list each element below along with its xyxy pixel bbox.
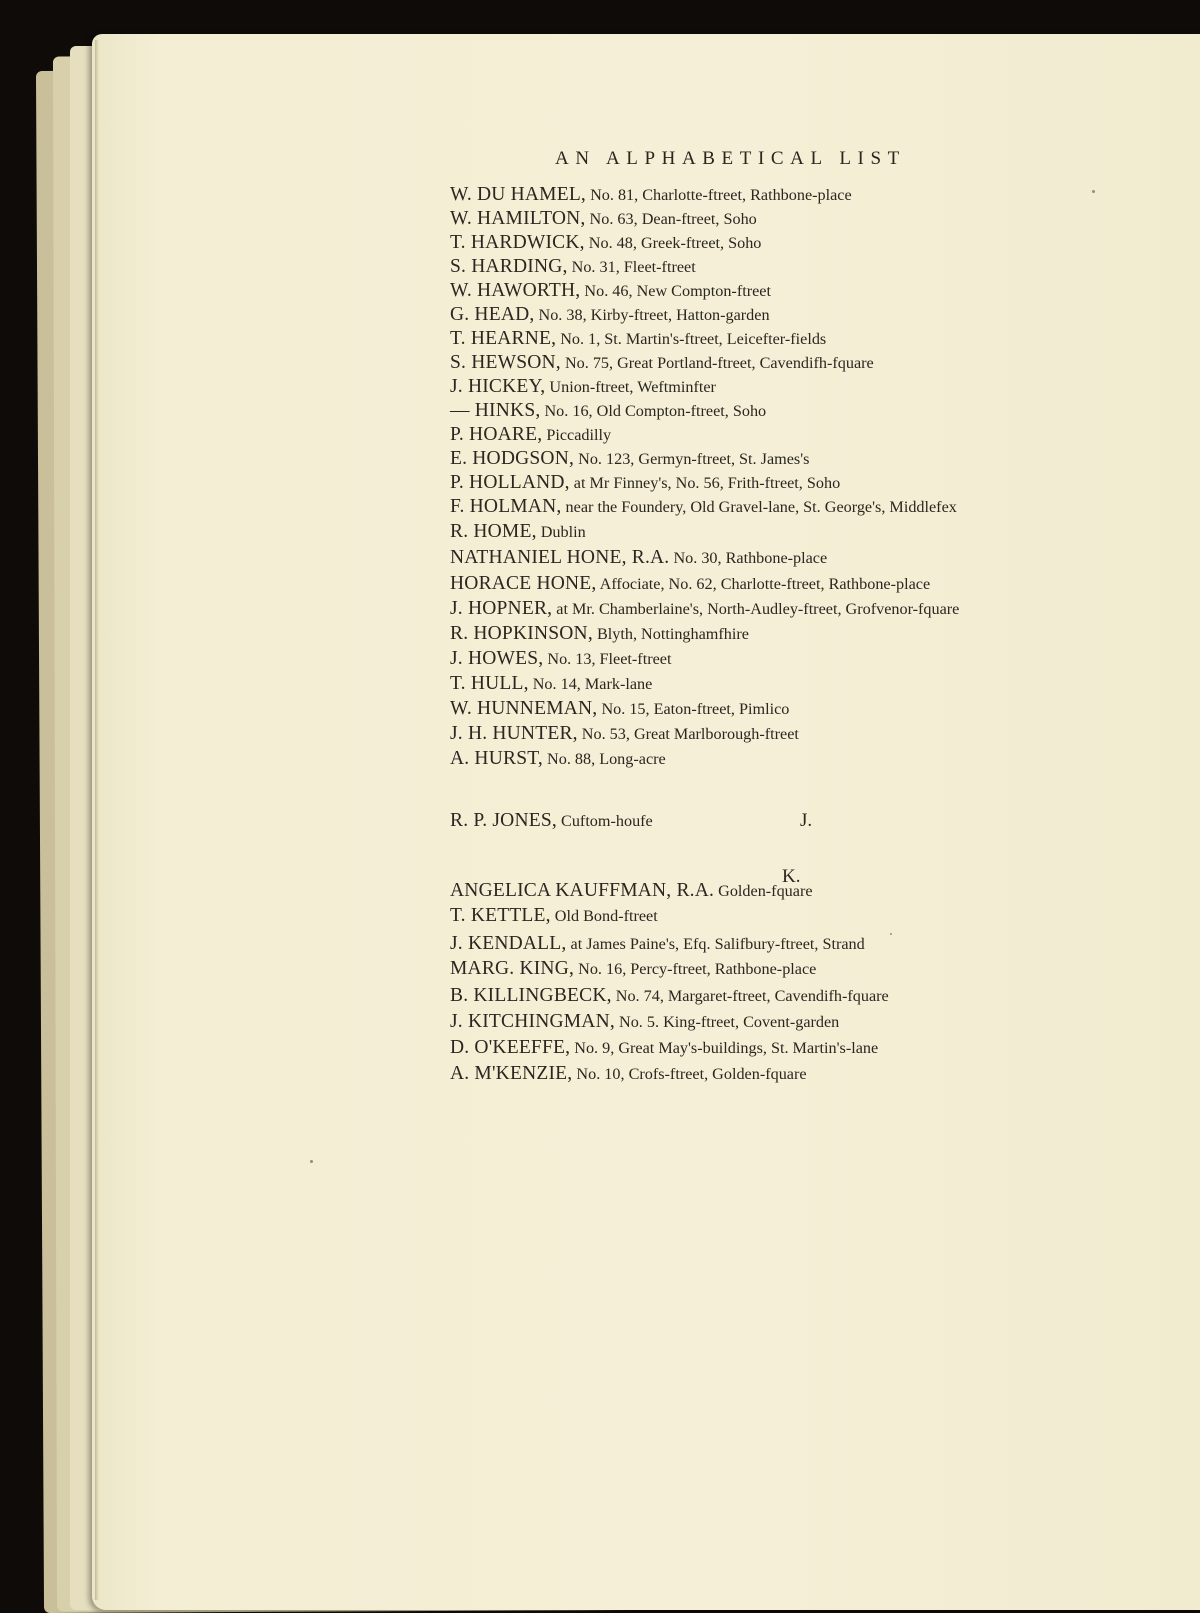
list-entry: T. HARDWICK, No. 48, Greek-ftreet, Soho [450,232,762,253]
page-gutter [95,40,99,1600]
paper-speck [310,1160,313,1163]
list-entry: J. HOPNER, at Mr. Chamberlaine's, North-Audley-ftreet, Grofvenor-fquare [450,598,960,619]
list-entry: S. HARDING, No. 31, Fleet-ftreet [450,256,696,277]
paper-speck [890,933,892,935]
list-entry: MARG. KING, No. 16, Percy-ftreet, Rathbone-place [450,958,817,979]
page-heading: AN ALPHABETICAL LIST [555,148,906,169]
list-entry: ANGELICA KAUFFMAN, R.A. Golden-fquare [450,880,813,901]
list-entry: S. HEWSON, No. 75, Great Portland-ftreet, Cavendifh-fquare [450,352,874,373]
list-entry: T. KETTLE, Old Bond-ftreet [450,905,658,926]
list-entry: J. HICKEY, Union-ftreet, Weftminfter [450,376,716,397]
list-entry: J. HOWES, No. 13, Fleet-ftreet [450,648,672,669]
list-entry: R. P. JONES, Cuftom-houfe [450,810,653,831]
list-entry: A. HURST, No. 88, Long-acre [450,748,666,769]
list-entry: P. HOARE, Piccadilly [450,424,612,445]
list-entry: D. O'KEEFFE, No. 9, Great May's-buildings, St. Martin's-lane [450,1037,879,1058]
list-entry: J. KENDALL, at James Paine's, Efq. Salifbury-ftreet, Strand [450,933,865,954]
list-entry: P. HOLLAND, at Mr Finney's, No. 56, Frith-ftreet, Soho [450,472,841,493]
list-entry: B. KILLINGBECK, No. 74, Margaret-ftreet, Cavendifh-fquare [450,985,889,1006]
list-entry: — HINKS, No. 16, Old Compton-ftreet, Soho [450,400,767,421]
list-entry: W. HAMILTON, No. 63, Dean-ftreet, Soho [450,208,757,229]
list-entry: J. KITCHINGMAN, No. 5. King-ftreet, Covent-garden [450,1011,840,1032]
list-entry: E. HODGSON, No. 123, Germyn-ftreet, St. James's [450,448,810,469]
list-entry: T. HULL, No. 14, Mark-lane [450,673,653,694]
list-entry: W. DU HAMEL, No. 81, Charlotte-ftreet, Rathbone-place [450,184,852,205]
section-letter-k: K. [782,866,801,887]
list-entry: R. HOME, Dublin [450,521,586,542]
list-entry: R. HOPKINSON, Blyth, Nottinghamfhire [450,623,749,644]
list-entry: T. HEARNE, No. 1, St. Martin's-ftreet, Leicefter-fields [450,328,827,349]
list-entry: A. M'KENZIE, No. 10, Crofs-ftreet, Golden-fquare [450,1063,807,1084]
list-entry: NATHANIEL HONE, R.A. No. 30, Rathbone-place [450,547,828,568]
list-entry: G. HEAD, No. 38, Kirby-ftreet, Hatton-garden [450,304,770,325]
paper-speck [1092,190,1095,193]
section-letter-j: J. [800,810,813,831]
list-entry: W. HAWORTH, No. 46, New Compton-ftreet [450,280,771,301]
list-entry: F. HOLMAN, near the Foundery, Old Gravel-lane, St. George's, Middlefex [450,496,957,517]
list-entry: HORACE HONE, Affociate, No. 62, Charlotte-ftreet, Rathbone-place [450,573,931,594]
list-entry: W. HUNNEMAN, No. 15, Eaton-ftreet, Pimlico [450,698,790,719]
list-entry: J. H. HUNTER, No. 53, Great Marlborough-ftreet [450,723,799,744]
